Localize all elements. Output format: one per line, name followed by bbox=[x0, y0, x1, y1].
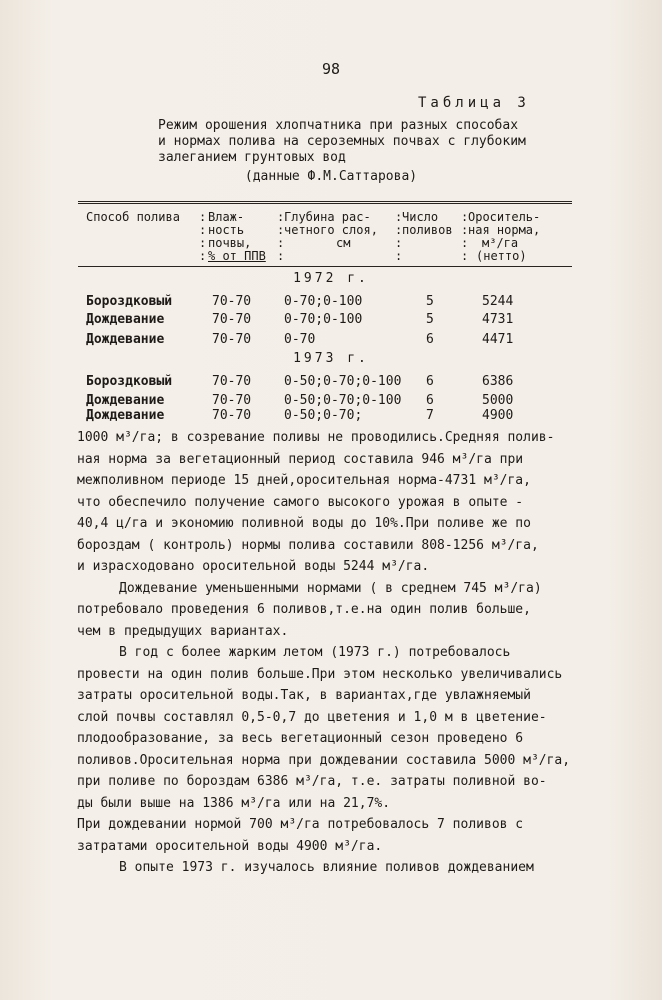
header-depth-line: Глубина рас- bbox=[284, 210, 371, 224]
table-label: Таблица 3 bbox=[418, 95, 530, 111]
table-top-rule bbox=[78, 201, 572, 204]
cell-humidity: 70-70 bbox=[212, 332, 252, 347]
cell-method: Дождевание bbox=[86, 332, 165, 347]
cell-norm: 4900 bbox=[482, 408, 514, 423]
cell-depth: 0-70;0-100 bbox=[284, 294, 363, 309]
cell-humidity: 70-70 bbox=[212, 374, 252, 389]
body-text-line: и израсходовано оросительной воды 5244 м³/га. bbox=[77, 559, 430, 574]
body-text-line: провести на один полив больше.При этом несколько увеличивались bbox=[77, 666, 563, 682]
document-page: 98 Таблица 3 Режим орошения хлопчатника при разных способах и нормах полива на сероземных почвах с глубоким залеганием грунтовых вод (данные Ф.М.Саттарова) Способ полива Влаж- ность почвы, % от ППВ Глубина рас- четного слоя, см Число поливов Ороситель- ная норма, м³/га (нетто) : : : : : : : : : : : : : : : : 1972 г. Бороздковый 70-70 0-70;0-100 5 5244 Дождевание 70-70 0-70;0-100 5 4731 Дождевание 70-70 0-70 6 4471 1973 г. Бороздковый 70-70 0-50;0-70;0-100 6 6386 Дождевание 70-70 0-50;0-70;0-100 6 5000 Дождевание 70-70 0-50;0-70; 7 4900 1000 м³/га; в созревание поливы не проводились.Средняя полив- ная норма за вегетационный период составила 946 м³/га при межполивном периоде 15 дней,оросительная норма-4731 м³/га, что обеспечило получение самого высокого урожая в опыте - 40,4 ц/га и экономию поливной воды до 10%.При поливе же по бороздам ( контроль) нормы полива составили 808-1256 м³/га, и израсходовано оросительной воды 5244 м³/га. Дождевание уменьшенными нормами ( в среднем 745 м³/га) потребовало проведения 6 поливов,т.е.на один полив больше, чем в предыдущих вариантах. В год с более жарким летом (1973 г.) потребовалось провести на один полив больше.При этом несколько увеличивались затраты оросительной воды.Так, в вариантах,где увлажняемый слой почвы составлял 0,5-0,7 до цветения и 1,0 м в цветение- плодообразование, за весь вегетационный сезон проведено 6 поливов.Оросительная норма при дождевании составила 5000 м³/га, при поливе по бороздам 6386 м³/га, т.е. затраты поливной во- ды были выше на 1386 м³/га или на 21,7%. При дождевании нормой 700 м³/га потребовалось 7 поливов с затратами оросительной воды 4900 м³/га. В опыте 1973 г. изучалось влияние поливов дождеванием bbox=[0, 0, 662, 1000]
body-text bbox=[77, 427, 577, 879]
caption-line: залеганием грунтовых вод bbox=[158, 150, 346, 165]
cell-count: 6 bbox=[426, 374, 434, 389]
cell-count: 5 bbox=[426, 294, 434, 309]
body-text-line: затратами оросительной воды 4900 м³/га. bbox=[77, 838, 383, 854]
cell-norm: 4731 bbox=[482, 312, 514, 327]
header-norm-line: Ороситель- bbox=[468, 210, 541, 224]
caption-line: Режим орошения хлопчатника при разных способах bbox=[158, 118, 519, 133]
header-humidity-line: почвы, bbox=[208, 236, 252, 250]
cell-count: 7 bbox=[426, 408, 434, 423]
body-text-line: чем в предыдущих вариантах. bbox=[77, 623, 289, 639]
cell-humidity: 70-70 bbox=[212, 312, 252, 327]
cell-count: 5 bbox=[426, 312, 434, 327]
body-text-line: При дождевании нормой 700 м³/га потребовалось 7 поливов с bbox=[77, 817, 524, 832]
body-text-line: что обеспечило получение самого высокого урожая в опыте - bbox=[77, 494, 524, 510]
caption-line: и нормах полива на сероземных почвах с глубоким bbox=[158, 134, 526, 149]
cell-method: Бороздковый bbox=[86, 294, 173, 309]
header-count-line: поливов bbox=[402, 223, 453, 237]
cell-humidity: 70-70 bbox=[212, 408, 252, 423]
body-text-line: ная норма за вегетационный период составила 946 м³/га при bbox=[77, 451, 524, 467]
cell-depth: 0-70;0-100 bbox=[284, 312, 363, 327]
header-norm-line: ная норма, bbox=[468, 223, 541, 237]
header-norm-line: м³/га bbox=[482, 236, 519, 250]
body-text-line: при поливе по бороздам 6386 м³/га, т.е. затраты поливной во- bbox=[77, 774, 547, 789]
body-text-line: 40,4 ц/га и экономию поливной воды до 10%.При поливе же по bbox=[77, 516, 531, 531]
page-number: 98 bbox=[321, 60, 341, 78]
cell-depth: 0-50;0-70; bbox=[284, 408, 363, 423]
cell-norm: 6386 bbox=[482, 374, 514, 389]
body-text-line: потребовало проведения 6 поливов,т.е.на один полив больше, bbox=[77, 602, 531, 617]
cell-method: Дождевание bbox=[86, 393, 165, 408]
cell-norm: 5244 bbox=[482, 294, 514, 309]
header-humidity-line: Влаж- bbox=[208, 210, 245, 224]
cell-depth: 0-70 bbox=[284, 332, 316, 347]
cell-humidity: 70-70 bbox=[212, 393, 252, 408]
body-text-line: межполивном периоде 15 дней,оросительная норма-4731 м³/га, bbox=[77, 473, 531, 488]
cell-depth: 0-50;0-70;0-100 bbox=[284, 374, 402, 389]
cell-method: Дождевание bbox=[86, 408, 165, 423]
body-text-line: В год с более жарким летом (1973 г.) потребовалось bbox=[119, 645, 511, 660]
cell-norm: 5000 bbox=[482, 393, 514, 408]
header-norm-line: (нетто) bbox=[476, 249, 527, 263]
cell-depth: 0-50;0-70;0-100 bbox=[284, 393, 402, 408]
body-text-line: плодообразование, за весь вегетационный сезон проведено 6 bbox=[77, 731, 524, 746]
cell-count: 6 bbox=[426, 393, 434, 408]
header-method: Способ полива bbox=[86, 210, 180, 224]
table-caption bbox=[158, 118, 578, 166]
body-text-line: 1000 м³/га; в созревание поливы не проводились.Средняя полив- bbox=[77, 430, 555, 445]
body-text-line: бороздам ( контроль) нормы полива составили 808-1256 м³/га, bbox=[77, 537, 539, 553]
cell-norm: 4471 bbox=[482, 332, 514, 347]
cell-count: 6 bbox=[426, 332, 434, 347]
body-text-line: В опыте 1973 г. изучалось влияние поливов дождеванием bbox=[119, 860, 534, 875]
year-label: 1972 г. bbox=[293, 271, 369, 286]
body-text-line: поливов.Оросительная норма при дождевании составила 5000 м³/га, bbox=[77, 752, 571, 768]
body-text-line: слой почвы составлял 0,5-0,7 до цветения и 1,0 м в цветение- bbox=[77, 709, 547, 725]
header-bottom-rule bbox=[78, 266, 572, 267]
cell-method: Дождевание bbox=[86, 312, 165, 327]
body-text-line: Дождевание уменьшенными нормами ( в среднем 745 м³/га) bbox=[119, 580, 542, 596]
data-source: (данные Ф.М.Саттарова) bbox=[244, 169, 418, 184]
header-depth-line: четного слоя, bbox=[284, 223, 378, 237]
body-text-line: затраты оросительной воды.Так, в вариантах,где увлажняемый bbox=[77, 688, 531, 703]
cell-method: Бороздковый bbox=[86, 374, 173, 389]
year-label: 1973 г. bbox=[293, 351, 369, 366]
header-humidity-line: ность bbox=[208, 223, 245, 237]
header-count-line: Число bbox=[402, 210, 439, 224]
body-text-line: ды были выше на 1386 м³/га или на 21,7%. bbox=[77, 795, 391, 811]
cell-humidity: 70-70 bbox=[212, 294, 252, 309]
header-depth-line: см bbox=[336, 236, 351, 250]
header-humidity-line: % от ППВ bbox=[208, 249, 266, 263]
